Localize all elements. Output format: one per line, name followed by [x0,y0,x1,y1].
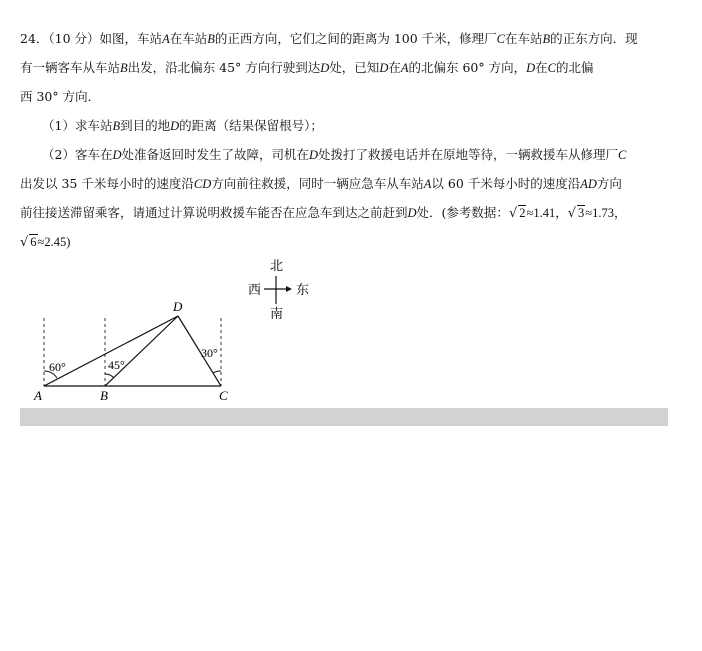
angle-arc-c [213,371,221,373]
sqrt-6: 6 [30,235,37,249]
sqrt-icon: √ [20,235,29,250]
problem-number: 24．（10 分） [20,31,100,46]
problem-line-3: 西 30° 方向． [20,89,101,104]
compass-west: 西 [248,282,262,297]
angle-label-c: 30° [201,346,218,360]
arrow-right-icon [286,286,292,292]
compass-north: 北 [270,258,284,273]
point-label-b: B [100,388,108,403]
point-label-a: A [34,388,42,403]
compass-south: 南 [270,306,284,321]
question-2-line-2: 出发以 35 千米每小时的速度沿CD方向前往救援，同时一辆应急车从车站A以 60 千米每小时的速度沿AD方向 [20,176,622,191]
problem-24 [20,24,670,256]
angle-label-b: 45° [108,358,125,372]
sqrt-2: 2 [519,206,526,220]
point-label-d: D [173,299,183,314]
compass-icon [246,256,316,324]
angle-label-a: 60° [49,360,66,374]
sqrt-icon: √ [508,206,518,221]
problem-line-2: 有一辆客车从车站B出发，沿北偏东 45° 方向行驶到达D处，已知D在A的北偏东 60° 方向，D在C的北偏 [20,60,594,75]
question-2-line-4: √ 6≈2.45) [20,235,71,250]
gray-divider-bar [20,408,668,426]
compass-east: 东 [296,282,310,297]
angle-arc-b [105,374,114,378]
question-1: （1）求车站B到目的地D的距离（结果保留根号）； [42,118,323,133]
sqrt-3: 3 [578,206,585,220]
sqrt-icon: √ [567,206,577,221]
triangle-figure [28,258,243,406]
point-label-c: C [219,388,228,403]
question-2-line-1: （2）客车在D处准备返回时发生了故障，司机在D处拨打了救援电话并在原地等待，一辆救援车从修理厂C [42,147,627,162]
question-2-line-3: 前往接送滞留乘客，请通过计算说明救援车能否在应急车到达之前赶到D处．(参考数据：√ 2≈1.41，√ 3≈1.73， [20,205,627,221]
problem-line-1: 24．（10 分）如图，车站A在车站B的正西方向，它们之间的距离为 100 千米，修理厂C在车站B的正东方向．现 [20,31,638,46]
segment-bd [105,316,178,386]
